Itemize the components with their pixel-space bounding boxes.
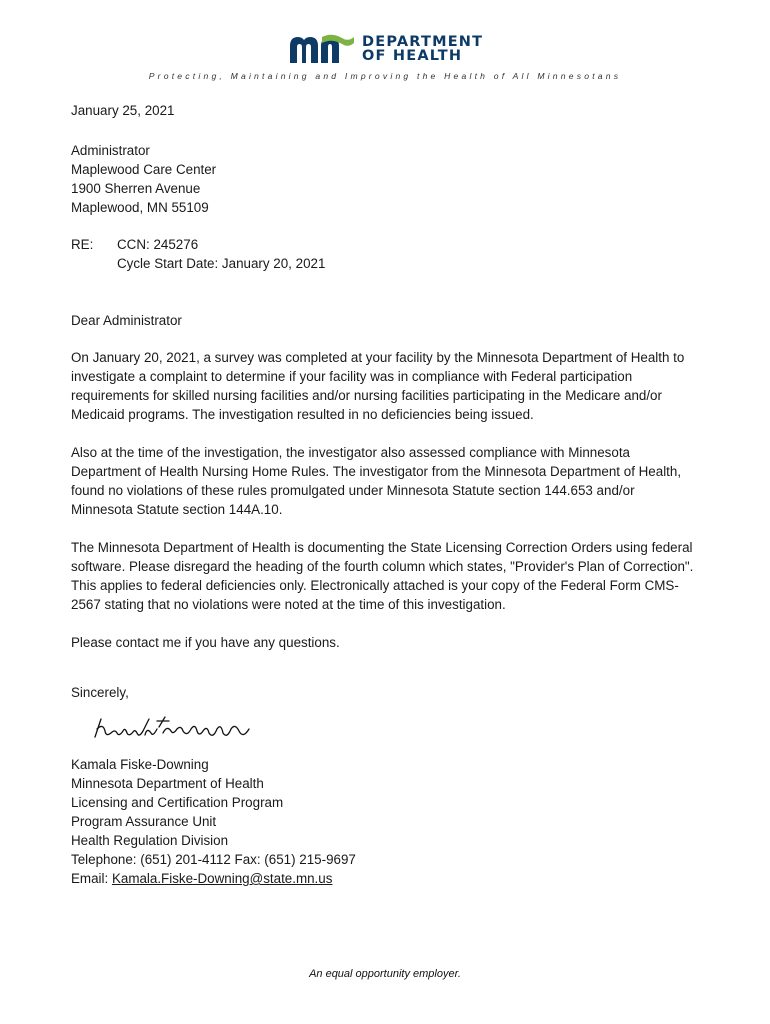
recipient-line: Maplewood Care Center [71,162,217,177]
paragraph: Please contact me if you have any questions. [71,635,340,650]
salutation: Dear Administrator [71,313,182,328]
handwritten-signature [89,711,259,750]
paragraph: On January 20, 2021, a survey was completed at your facility by the Minnesota Department of Health to investigate a complaint to determine if your facility was in compliance with Federal participation requirements for skilled nursing facilities and/or nursing facilities participating in the Medicare and/or Medicaid programs. The investigation resulted in no deficiencies being issued. [71,350,685,422]
letterhead [0,34,770,94]
footer: An equal opportunity employer. [309,968,461,980]
re-ccn: CCN: 245276 [117,237,199,252]
paragraph: Also at the time of the investigation, the investigator also assessed compliance with Minnesota Department of Health Nursing Home Rules. The investigator from the Minnesota Department of Health, found no violations of these rules promulgated under Minnesota Statute section 144.653 and/or Minnesota Statute section 144A.10. [71,445,682,517]
letter-date: January 25, 2021 [71,103,175,118]
email-label: Email: [71,871,112,886]
signer-org: Minnesota Department of Health [71,776,264,791]
email-link[interactable]: Kamala.Fiske-Downing@state.mn.us [111,871,333,886]
department-name [362,35,483,64]
re-cycle-date: Cycle Start Date: January 20, 2021 [117,256,326,271]
signer-program: Licensing and Certification Program [71,795,284,810]
recipient-line: Maplewood, MN 55109 [71,200,209,215]
paragraph: The Minnesota Department of Health is documenting the State Licensing Correction Orders using federal software. Please disregard the heading of the fourth column which states, "Provider's Plan of Correction". This applies to federal deficiencies only. Electronically attached is your copy of the Federal Form CMS-2567 stating that no violations were noted at the time of this investigation. [71,540,694,612]
recipient-line: 1900 Sherren Avenue [71,181,201,196]
signer-division: Health Regulation Division [71,833,229,848]
recipient-address [71,141,216,217]
signer-email-line [71,869,356,888]
mn-logo-mark [288,34,356,64]
department-line1: DEPARTMENT [362,33,484,50]
signature-image [89,711,259,745]
recipient-line: Administrator [71,143,150,158]
signer-name: Kamala Fiske-Downing [71,757,209,772]
department-line2: OF HEALTH [362,48,463,64]
closing: Sincerely, [71,685,129,700]
re-label: RE: [71,237,94,252]
tagline: Protecting, Maintaining and Improving the Health of All Minnesotans [148,71,622,81]
mdh-logo [288,34,483,64]
signature-block [71,755,356,888]
signer-unit: Program Assurance Unit [71,814,217,829]
signer-phone: Telephone: (651) 201-4112 Fax: (651) 215-9697 [71,852,356,867]
